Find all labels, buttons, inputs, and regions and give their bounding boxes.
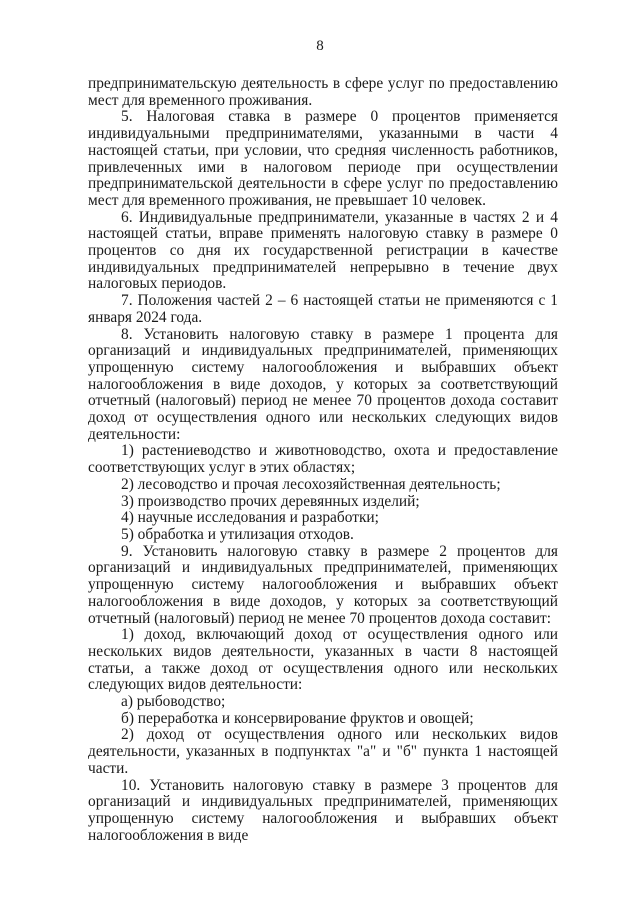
list-item-8-2: 2) лесоводство и прочая лесохозяйственная деятельность; — [121, 475, 501, 493]
paragraph-5: 5. Налоговая ставка в размере 0 процентов применяется индивидуальными предпринимателями, указанными в части 4 настоящей статьи, при условии, что средняя численность работников, привлеченных ими в налоговом периоде при осуществлении предпринимательской деятельности в сфере услуг по предоставлению мест для временного проживания, не превышает 10 человек. — [88, 108, 558, 209]
paragraph-10: 10. Установить налоговую ставку в размере 3 процентов для организаций и индивидуальных предпринимателей, применяющих упрощенную систему налогообложения и выбравших объект налогообложения в виде — [88, 776, 558, 844]
paragraph-7: 7. Положения частей 2 – 6 настоящей статьи не применяются с 1 января 2024 года. — [88, 292, 558, 326]
paragraph-continuation: предпринимательскую деятельность в сфере услуг по предоставлению мест для временного проживания. — [88, 75, 558, 109]
page-number: 8 — [316, 38, 324, 54]
paragraph-6: 6. Индивидуальные предприниматели, указанные в частях 2 и 4 настоящей статьи, вправе применять налоговую ставку в размере 0 процентов со дня их государственной регистрации в качестве индивидуальных предпринимателей непрерывно в течение двух налоговых периодов. — [88, 208, 558, 293]
sub-item-9-1-a: а) рыбоводство; — [121, 693, 226, 711]
list-item-8-4: 4) научные исследования и разработки; — [121, 509, 379, 527]
sub-item-9-1-b: б) переработка и консервирование фруктов и овощей; — [121, 709, 474, 727]
paragraph-8: 8. Установить налоговую ставку в размере 1 процента для организаций и индивидуальных предпринимателей, применяющих упрощенную систему налогообложения и выбравших объект налогообложения в виде доходов, у которых за соответствующий отчетный (налоговый) период не менее 70 процентов дохода составит доход от осуществления одного или нескольких следующих видов деятельности: — [88, 325, 558, 443]
paragraph-9: 9. Установить налоговую ставку в размере 2 процентов для организаций и индивидуальных предпринимателей, применяющих упрощенную систему налогообложения и выбравших объект налогообложения в виде доходов, у которых за соответствующий отчетный (налоговый) период не менее 70 процентов дохода составит: — [88, 542, 558, 627]
list-item-8-3: 3) производство прочих деревянных изделий; — [121, 492, 420, 510]
list-item-9-1: 1) доход, включающий доход от осуществления одного или нескольких видов деятельности, указанных в части 8 настоящей статьи, а также доход от осуществления одного или нескольких следующих видов деятельности: — [88, 626, 558, 694]
list-item-8-1: 1) растениеводство и животноводство, охота и предоставление соответствующих услуг в этих областях; — [88, 442, 558, 477]
list-item-9-2: 2) доход от осуществления одного или нескольких видов деятельности, указанных в подпунктах "а" и "б" пункта 1 настоящей части. — [88, 726, 558, 777]
document-body — [88, 76, 558, 844]
list-item-8-5: 5) обработка и утилизация отходов. — [121, 525, 354, 543]
